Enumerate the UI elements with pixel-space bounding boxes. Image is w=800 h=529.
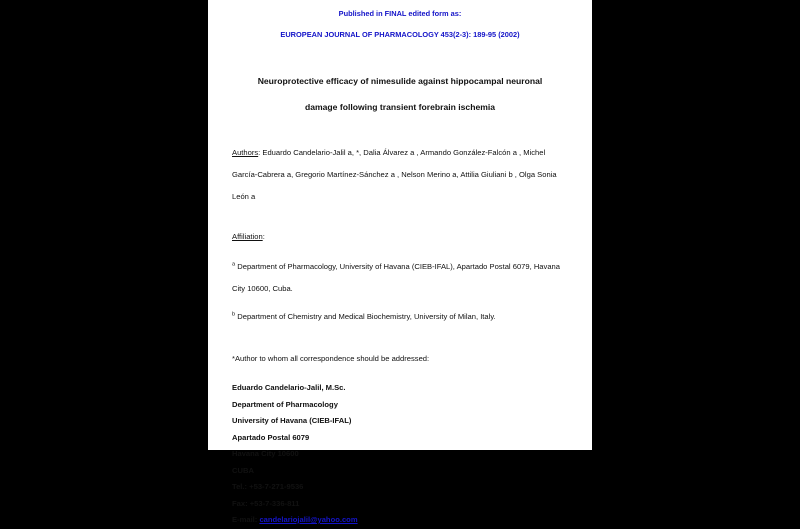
journal-reference: EUROPEAN JOURNAL OF PHARMACOLOGY 453(2-3): 189-95 (2002) bbox=[280, 30, 520, 39]
correspondence-note: *Author to whom all correspondence should be addressed: bbox=[232, 354, 430, 363]
affiliation-marker-a: a bbox=[232, 261, 236, 268]
affiliation-text-b: Department of Chemistry and Medical Biochemistry, University of Milan, Italy. bbox=[237, 312, 496, 321]
contact-block bbox=[232, 380, 568, 529]
email-label: E-mail: bbox=[232, 515, 260, 524]
affiliation-label: Affiliation bbox=[232, 232, 263, 241]
affiliation-entry-a bbox=[232, 256, 568, 300]
contact-address-line-1: Apartado Postal 6079 bbox=[232, 432, 310, 442]
contact-fax: Fax: +53-7-336-811 bbox=[232, 498, 300, 508]
page-title bbox=[232, 68, 568, 120]
authors-block bbox=[232, 142, 568, 208]
contact-institution: University of Havana (CIEB-IFAL) bbox=[232, 416, 352, 425]
contact-department: Department of Pharmacology bbox=[232, 399, 338, 409]
affiliation-colon: : bbox=[262, 232, 265, 241]
contact-telephone: Tel.: +53-7-271-9536 bbox=[232, 482, 304, 491]
published-note: Published in FINAL edited form as: bbox=[338, 9, 462, 18]
contact-name: Eduardo Candelario-Jalil, M.Sc. bbox=[232, 383, 346, 392]
contact-country: CUBA bbox=[232, 465, 254, 475]
contact-email-row bbox=[232, 512, 568, 529]
authors-label: Authors bbox=[232, 148, 259, 157]
email-link[interactable]: candelariojalil@yahoo.com bbox=[259, 515, 358, 524]
affiliation-marker-b: b bbox=[232, 311, 236, 318]
contact-address-line-2: Havana City 10600 bbox=[232, 449, 299, 458]
title-line-1: Neuroprotective efficacy of nimesulide against hippocampal neuronal bbox=[257, 76, 543, 86]
affiliation-entry-b bbox=[232, 306, 568, 328]
authors-list: : Eduardo Candelario-Jalil a, *, Dalia Álvarez a , Armando González-Falcón a , Michel García-Cabrera a, Gregorio Martínez-Sánchez a , Nelson Merino a, Attilia Giuliani b , Olga Sonia León a bbox=[232, 148, 557, 201]
affiliation-heading bbox=[232, 226, 568, 248]
document-page bbox=[208, 0, 592, 524]
affiliation-text-a: Department of Pharmacology, University of Havana (CIEB-IFAL), Apartado Postal 6079, Havana City 10600, Cuba. bbox=[232, 262, 561, 293]
title-line-2: damage following transient forebrain ischemia bbox=[304, 102, 496, 112]
